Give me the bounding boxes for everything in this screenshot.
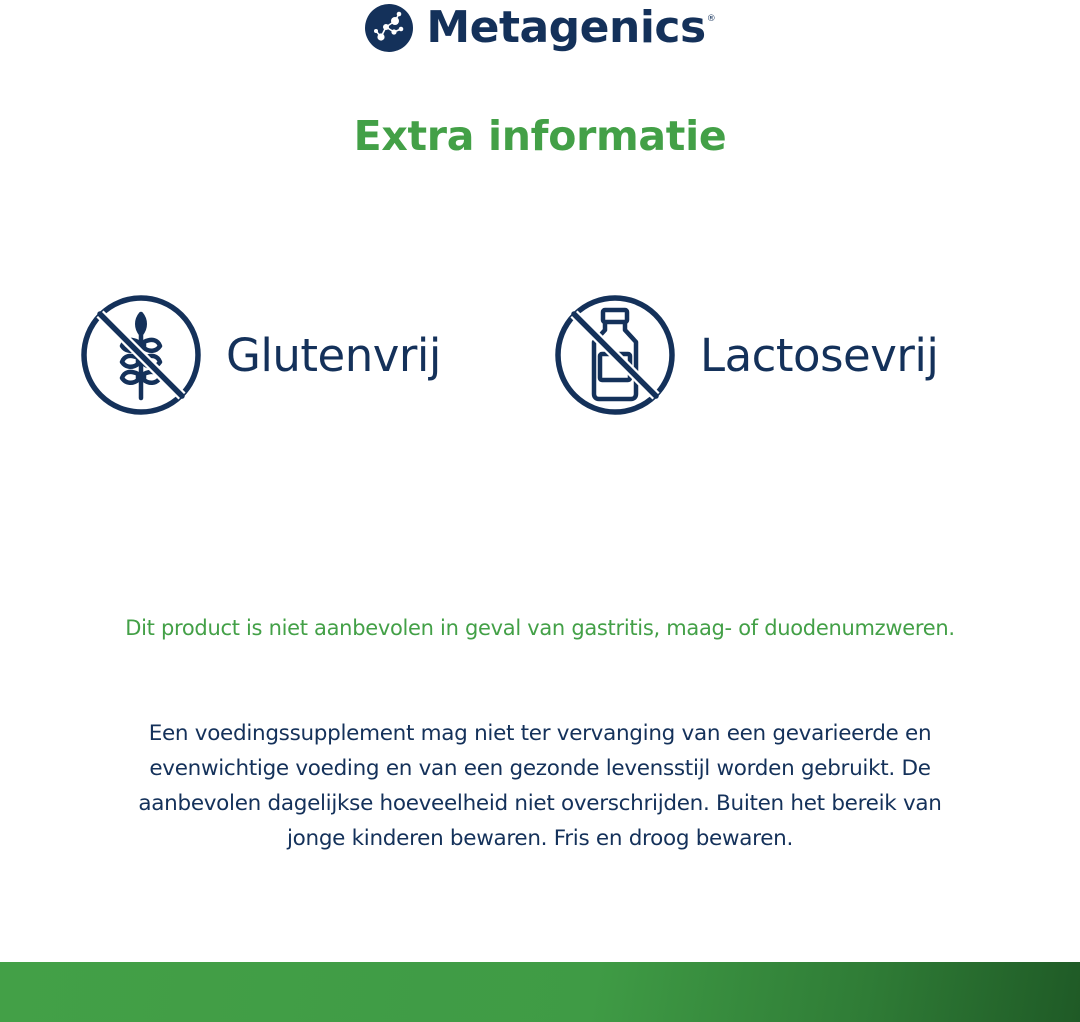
molecule-logo-icon	[364, 3, 414, 53]
product-warning: Dit product is niet aanbevolen in geval van gastritis, maag- of duodenumzweren.	[125, 616, 955, 640]
feature-gluten-free	[80, 294, 441, 416]
disclaimer-line: jonge kinderen bewaren. Fris en droog bewaren.	[286, 826, 793, 851]
disclaimer-line: Een voedingssupplement mag niet ter vervanging van een gevarieerde en	[148, 721, 932, 746]
no-lactose-icon	[554, 294, 676, 416]
supplement-disclaimer	[60, 716, 1020, 856]
feature-lactose-free	[554, 294, 938, 416]
brand-name: Metagenics	[426, 2, 706, 53]
footer-bar	[0, 962, 1080, 1022]
disclaimer-line: evenwichtige voeding en van een gezonde levensstijl worden gebruikt. De	[149, 756, 931, 781]
feature-label-lactose: Lactosevrij	[700, 328, 939, 382]
feature-label-gluten: Glutenvrij	[226, 328, 441, 382]
no-gluten-icon	[80, 294, 202, 416]
registered-mark: ®	[706, 14, 716, 24]
brand-logo	[0, 0, 1080, 56]
page-title: Extra informatie	[353, 112, 727, 160]
disclaimer-line: aanbevolen dagelijkse hoeveelheid niet overschrijden. Buiten het bereik van	[138, 791, 942, 816]
